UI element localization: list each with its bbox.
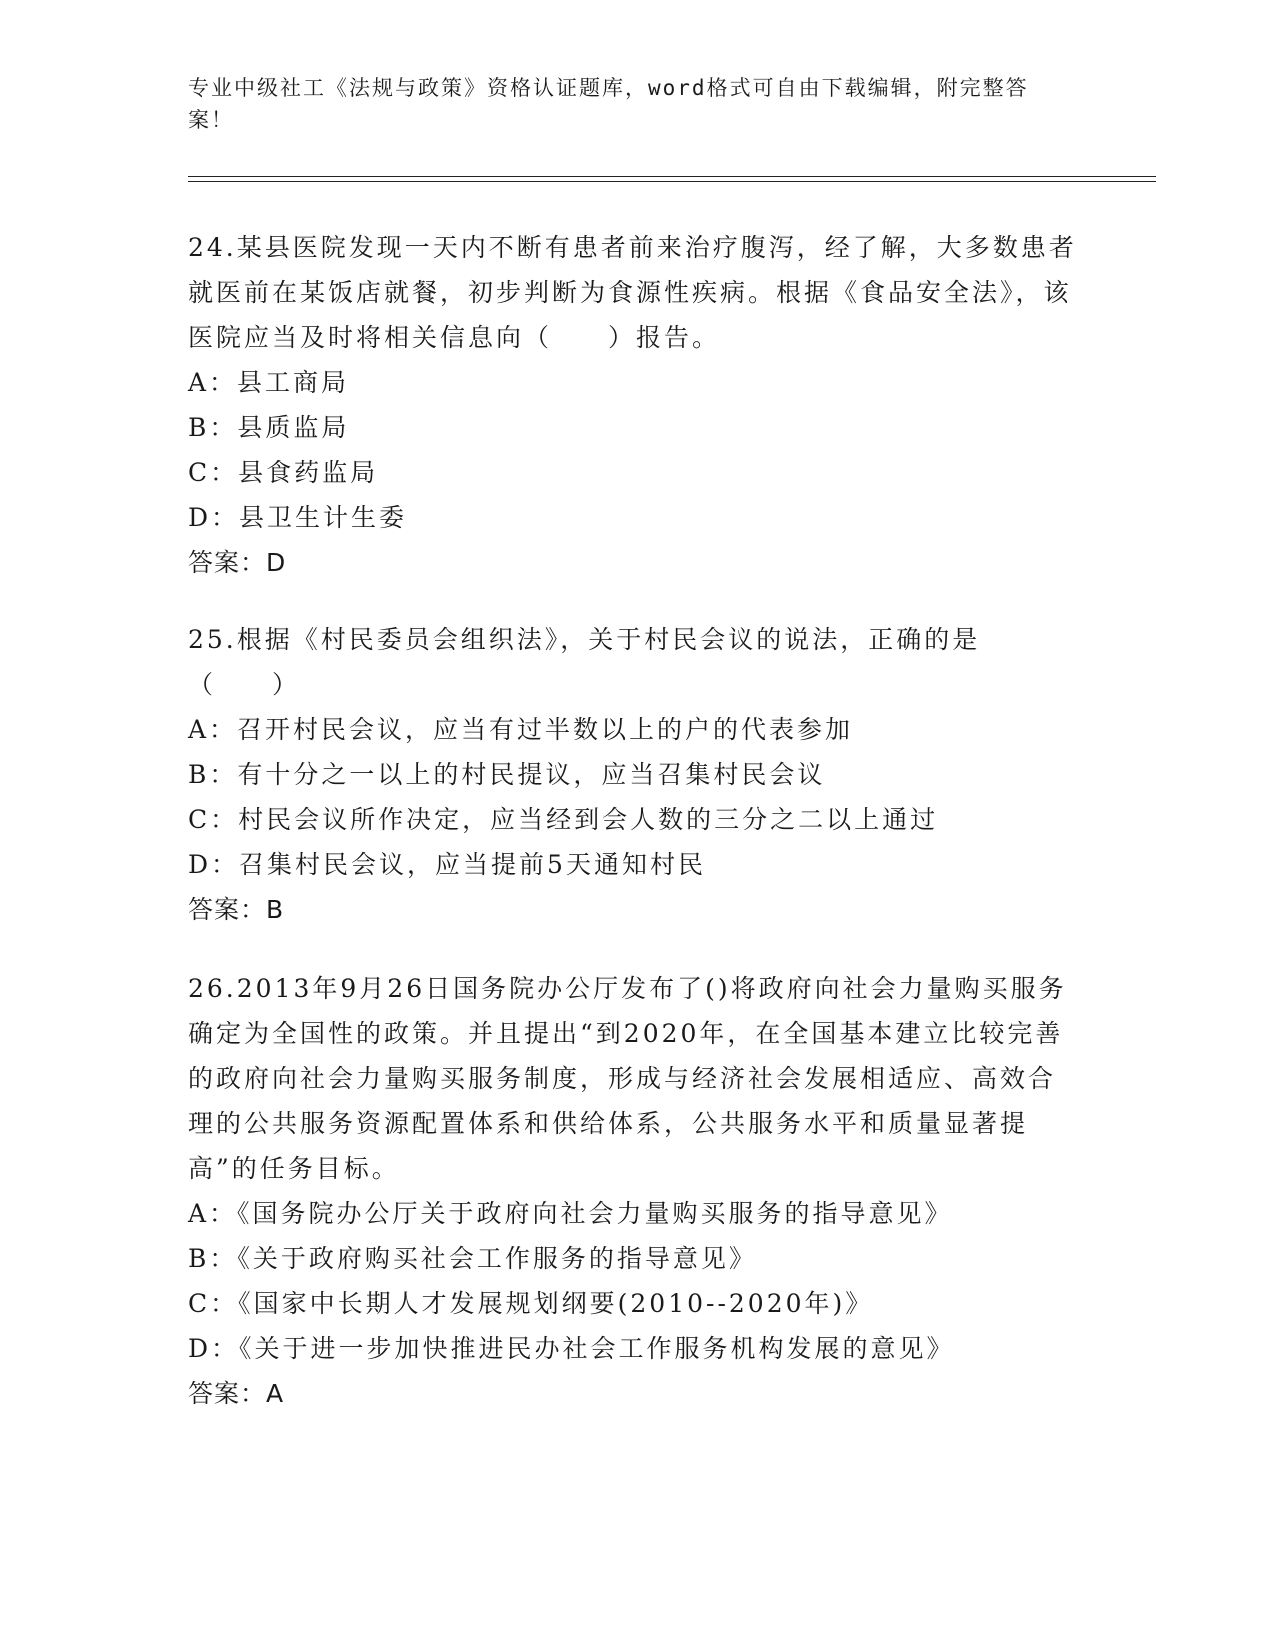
answer-line — [188, 540, 1078, 585]
option-d: D：县卫生计生委 — [188, 503, 408, 532]
question-stem: 24.某县医院发现一天内不断有患者前来治疗腹泻，经了解，大多数患者就医前在某饭店就餐，初步判断为食源性疾病。根据《食品安全法》，该医院应当及时将相关信息向（ ）报告。 — [188, 233, 1077, 352]
answer-line — [188, 887, 1078, 932]
question-25 — [188, 617, 1078, 932]
option-b: B：有十分之一以上的村民提议，应当召集村民会议 — [188, 760, 826, 789]
option-b: B：县质监局 — [188, 413, 350, 442]
answer-line — [188, 1371, 1078, 1416]
answer-value: B — [266, 895, 285, 924]
answer-label: 答案： — [188, 1379, 267, 1408]
question-24 — [188, 225, 1078, 585]
option-b: B：《关于政府购买社会工作服务的指导意见》 — [188, 1244, 757, 1273]
document-header: 专业中级社工《法规与政策》资格认证题库，word格式可自由下载编辑，附完整答案！ — [188, 76, 1029, 132]
option-a: A：召开村民会议，应当有过半数以上的户的代表参加 — [188, 715, 854, 744]
question-stem: 26.2013年9月26日国务院办公厅发布了()将政府向社会力量购买服务确定为全国性的政策。并且提出“到2020年，在全国基本建立比较完善的政府向社会力量购买服务制度，形成与经济社会发展相适应、高效合理的公共服务资源配置体系和供给体系，公共服务水平和质量显著提高”的任务目标。 — [188, 974, 1067, 1183]
option-a: A：县工商局 — [188, 368, 350, 397]
question-26 — [188, 966, 1078, 1416]
option-a: A：《国务院办公厅关于政府向社会力量购买服务的指导意见》 — [188, 1199, 953, 1228]
header-divider-top — [188, 176, 1156, 177]
answer-label: 答案： — [188, 895, 267, 924]
answer-value: A — [266, 1379, 285, 1408]
header-divider-bottom — [188, 181, 1156, 182]
option-d: D：召集村民会议，应当提前5天通知村民 — [188, 850, 706, 879]
answer-label: 答案： — [188, 548, 267, 577]
option-c: C：《国家中长期人才发展规划纲要(2010--2020年)》 — [188, 1289, 874, 1318]
option-c: C：县食药监局 — [188, 458, 379, 487]
question-stem: 25.根据《村民委员会组织法》，关于村民会议的说法，正确的是（ ） — [188, 625, 981, 699]
option-c: C：村民会议所作决定，应当经到会人数的三分之二以上通过 — [188, 805, 939, 834]
option-d: D：《关于进一步加快推进民办社会工作服务机构发展的意见》 — [188, 1334, 955, 1363]
answer-value: D — [266, 548, 287, 577]
